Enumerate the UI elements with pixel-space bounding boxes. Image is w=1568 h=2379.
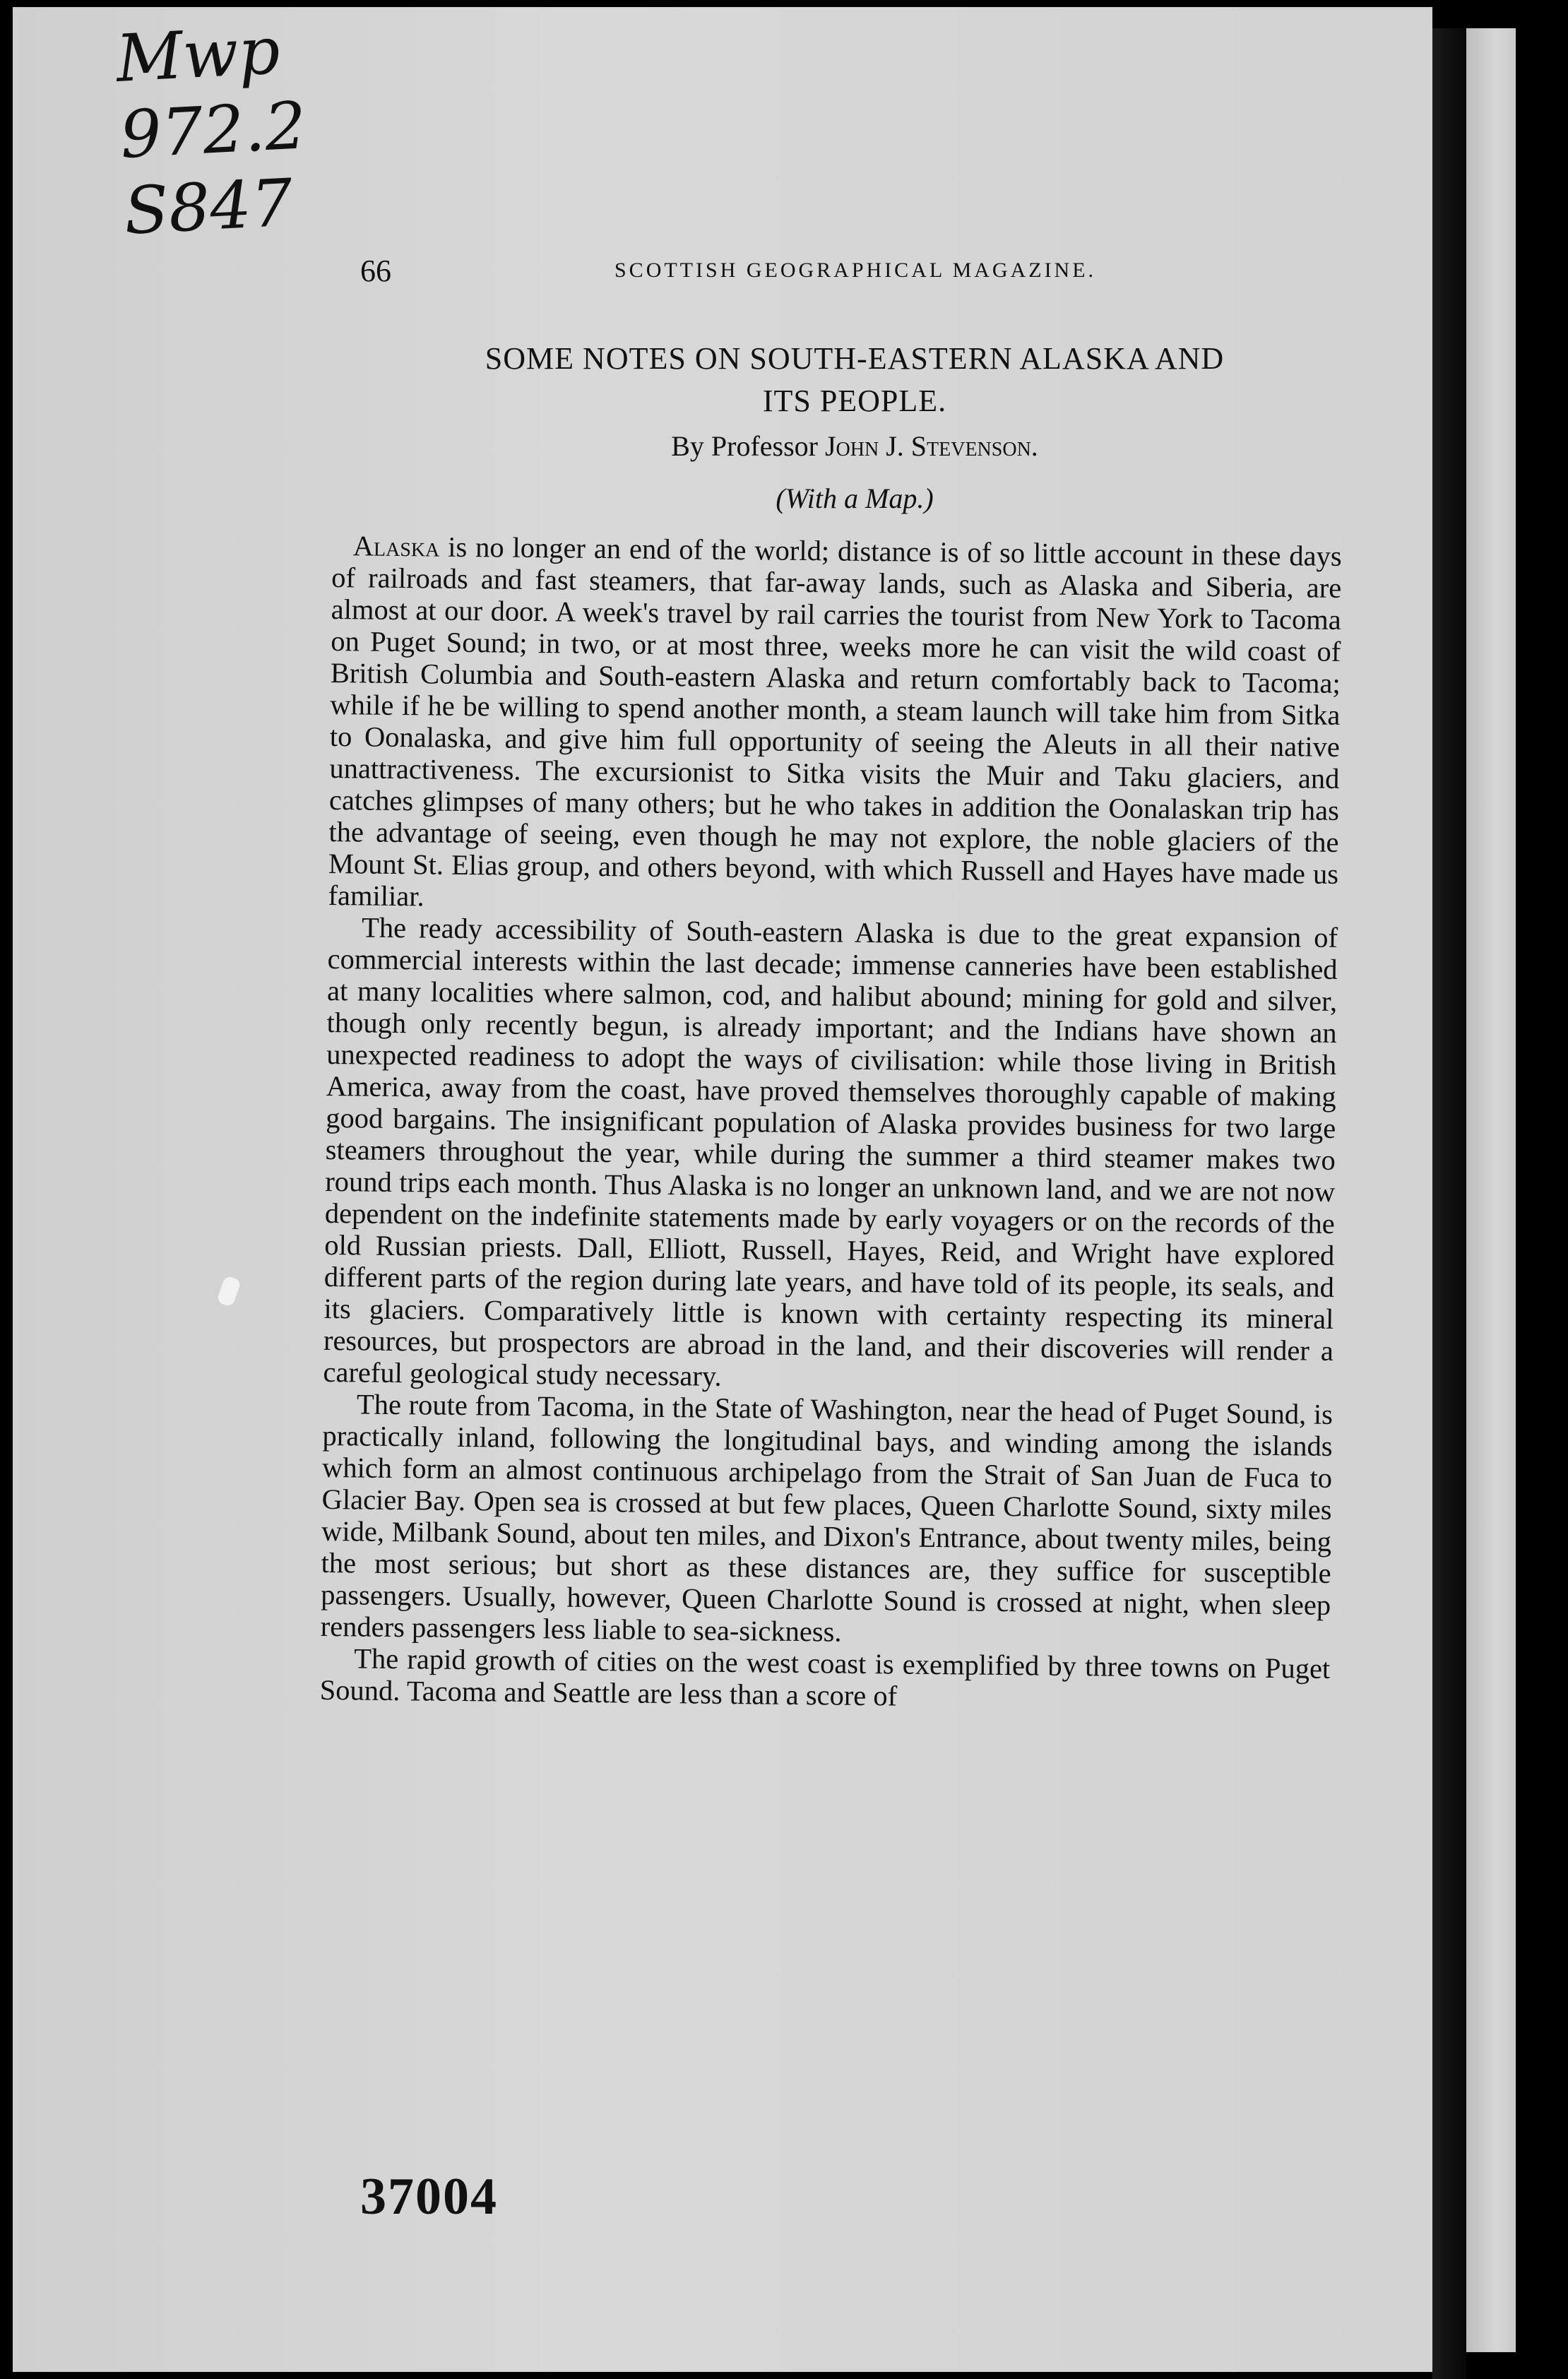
paragraph <box>328 530 1342 922</box>
author-name: John J. Stevenson. <box>824 430 1038 462</box>
paragraph-text: The ready accessibility of South-eastern Alaska is due to the great expansion of commercial interests within the last decade; immense canneries have been established at many localities where salmon, cod, and halibut abound; mining for gold and silver, though only recently begun, is already important; and the Indians have shown an unexpected readiness to adopt the ways of civilisation: while those living in British America, away from the coast, have proved themselves thoroughly capable of making good bargains. The insignificant population of Alaska provides business for two large steamers throughout the year, while during the summer a third steamer makes two round trips each month. Thus Alaska is no longer an unknown land, and we are not now dependent on the indefinite statements made by early voyagers or on the records of the old Russian priests. Dall, Elliott, Russell, Hayes, Reid, and Wright have explored different parts of the region during late years, and have told of its people, its seals, and its glaciers. Comparatively little is known with certainty respecting its mineral resources, but prospectors are abroad in the land, and their discoveries will render a careful geological study necessary. <box>323 911 1338 1392</box>
paragraph-text: The rapid growth of cities on the west coast is exemplified by three towns on Puget Sound. Tacoma and Seattle are less than a score of <box>319 1642 1331 1712</box>
paragraph <box>323 911 1338 1399</box>
article-title-line-2: ITS PEOPLE. <box>762 384 947 418</box>
paragraph-text: The route from Tacoma, in the State of Washington, near the head of Puget Sound, is practically inland, following the longitudinal bays, and winding among the islands which form an almost continuous archipelago from the Strait of San Juan de Fuca to Glacier Bay. Open sea is crossed at but few places, Queen Charlotte Sound, sixty miles wide, Milbank Sound, about ten miles, and Dixon's Entrance, about twenty miles, being the most serious; but short as these distances are, they suffice for susceptible passengers. Usually, however, Queen Charlotte Sound is crossed at night, when sleep renders passengers less liable to sea-sickness. <box>320 1388 1334 1648</box>
article-title-line-1: SOME NOTES ON SOUTH-EASTERN ALASKA AND <box>485 341 1225 376</box>
article-byline <box>396 429 1314 463</box>
paragraph-text: is no longer an end of the world; distance is of so little account in these days of railroads and fast steamers, that far-away lands, such as Alaska and Siberia, are almost at our door. A week's travel by rail carries the tourist from New York to Tacoma on Puget Sound; in two, or at most three, weeks more he can visit the wild coast of British Columbia and South-eastern Alaska and return comfortably back to Tacoma; while if he be willing to spend another month, a steam launch will take him from Sitka to Oonalaska, and give him full opportunity of seeing the Aleuts in all their native unattractiveness. The excursionist to Sitka visits the Muir and Taku glaciers, and catches glimpses of many others; but he who takes in addition the Oonalaskan trip has the advantage of seeing, even though he may not explore, the noble glaciers of the Mount St. Elias group, and others beyond, with which Russell and Hayes have made us familiar. <box>328 530 1342 913</box>
call-number-line-2: 972.2 <box>118 88 309 173</box>
byline-prefix: By Professor <box>671 430 818 462</box>
running-title: SCOTTISH GEOGRAPHICAL MAGAZINE. <box>614 259 1097 282</box>
call-number-line-3: S847 <box>122 165 295 249</box>
paragraph-lead-word: Alaska <box>352 530 440 563</box>
article-title <box>396 338 1314 422</box>
accession-stamp: 37004 <box>360 2168 498 2226</box>
handwritten-call-number <box>114 7 394 249</box>
paragraph <box>320 1642 1331 1716</box>
call-number-line-1: Mwp <box>114 13 282 97</box>
article-body <box>320 530 1342 1716</box>
scan-border-right <box>1516 0 1568 2379</box>
page-number: 66 <box>360 254 391 288</box>
page-header <box>360 253 1194 288</box>
page-gutter-shadow <box>1432 28 1466 2379</box>
facing-page-edge <box>1466 28 1516 2352</box>
with-map-note: (With a Map.) <box>776 482 934 514</box>
paragraph <box>321 1388 1334 1653</box>
